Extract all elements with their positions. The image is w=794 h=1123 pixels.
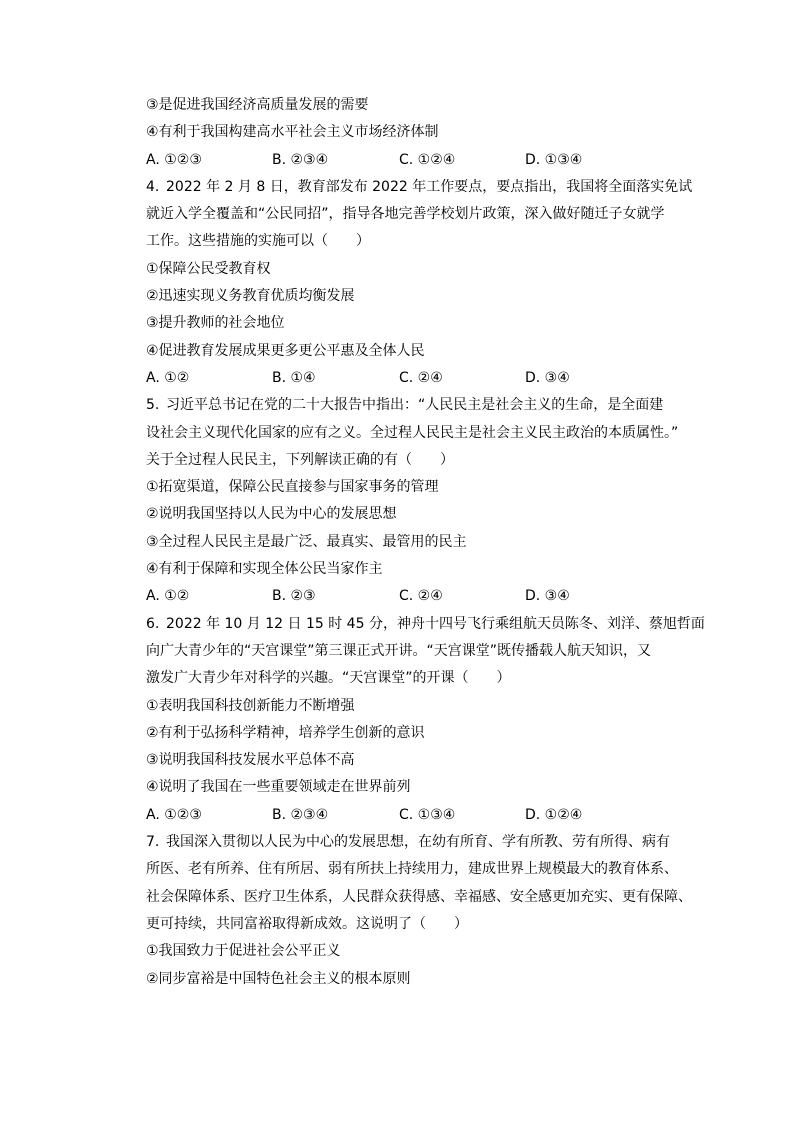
answer-options xyxy=(146,802,706,829)
statement: ④有利于我国构建高水平社会主义市场经济体制 xyxy=(146,124,439,141)
option-b: B. ②③④ xyxy=(272,806,329,823)
answer-options xyxy=(146,583,706,610)
exam-page xyxy=(146,92,706,993)
answer-options xyxy=(146,365,706,392)
statement: ①表明我国科技创新能力不断增强 xyxy=(146,697,355,714)
question-stem-line: 5. 习近平总书记在党的二十大报告中指出：“人民民主是社会主义的生命，是全面建 xyxy=(146,392,706,419)
question-7 xyxy=(146,829,706,993)
question-stem-line: 所医、老有所养、住有所居、弱有所扶上持续用力，建成世界上规模最大的教育体系、 xyxy=(146,861,678,878)
statement: ②同步富裕是中国特色社会主义的根本原则 xyxy=(146,970,411,987)
question-stem-line: 更可持续，共同富裕取得新成效。这说明了（ ） xyxy=(146,915,468,932)
statement: ②迅速实现义务教育优质均衡发展 xyxy=(146,288,355,305)
question-5 xyxy=(146,392,706,610)
statement: ④有利于保障和实现全体公民当家作主 xyxy=(146,561,383,578)
statement: ①保障公民受教育权 xyxy=(146,260,271,277)
option-c: C. ①③④ xyxy=(399,806,456,823)
option-a: A. ①② xyxy=(146,588,190,605)
option-d: D. ③④ xyxy=(525,588,570,605)
question-4 xyxy=(146,174,706,392)
statement: ④促进教育发展成果更多更公平惠及全体人民 xyxy=(146,342,425,359)
statement: ①拓宽渠道，保障公民直接参与国家事务的管理 xyxy=(146,479,439,496)
statement: ③是促进我国经济高质量发展的需要 xyxy=(146,97,369,113)
question-stem-line: 6. 2022 年 10 月 12 日 15 时 45 分，神舟十四号飞行乘组航天员陈冬、刘洋、蔡旭哲面 xyxy=(146,611,706,638)
statement: ③全过程人民民主是最广泛、最真实、最管用的民主 xyxy=(146,533,467,550)
option-a: A. ①②③ xyxy=(146,806,202,823)
question-number: 5. xyxy=(146,397,160,414)
option-a: A. ①② xyxy=(146,369,190,386)
option-a: A. ①②③ xyxy=(146,151,202,168)
question-stem-line: 设社会主义现代化国家的应有之义。全过程人民民主是社会主义民主政治的本质属性。” xyxy=(146,424,679,441)
question-stem-line: 激发广大青少年对科学的兴趣。“天宫课堂”的开课（ ） xyxy=(146,670,511,687)
option-d: D. ①③④ xyxy=(525,151,583,168)
option-b: B. ①④ xyxy=(272,369,316,386)
question-6 xyxy=(146,611,706,829)
statement: ②有利于弘扬科学精神，培养学生创新的意识 xyxy=(146,724,425,741)
question-stem-line: 4. 2022 年 2 月 8 日，教育部发布 2022 年工作要点，要点指出，我国将全面落实免试 xyxy=(146,174,706,201)
question-stem-line: 就近入学全覆盖和“公民同招”，指导各地完善学校划片政策，深入做好随迁子女就学 xyxy=(146,206,665,223)
question-stem-line: 向广大青少年的“天宫课堂”第三课正式开讲。“天宫课堂”既传播载人航天知识，又 xyxy=(146,642,652,659)
statement: ③提升教师的社会地位 xyxy=(146,315,285,332)
question-stem-line: 社会保障体系、医疗卫生体系，人民群众获得感、幸福感、安全感更加充实、更有保障、 xyxy=(146,888,692,905)
option-c: C. ②④ xyxy=(399,369,443,386)
question-number: 6. xyxy=(146,615,160,632)
statement: ②说明我国坚持以人民为中心的发展思想 xyxy=(146,506,397,523)
question-3-tail xyxy=(146,92,706,174)
answer-options xyxy=(146,147,706,174)
question-stem-line: 关于全过程人民民主，下列解读正确的有（ ） xyxy=(146,451,454,468)
option-b: B. ②③④ xyxy=(272,151,329,168)
option-b: B. ②③ xyxy=(272,588,316,605)
question-number: 4. xyxy=(146,178,160,195)
question-stem-line: 工作。这些措施的实施可以（ ） xyxy=(146,233,370,250)
statement: ④说明了我国在一些重要领域走在世界前列 xyxy=(146,779,411,796)
option-d: D. ③④ xyxy=(525,369,570,386)
question-number: 7. xyxy=(146,834,160,851)
option-c: C. ①②④ xyxy=(399,151,456,168)
option-d: D. ①②④ xyxy=(525,806,583,823)
statement: ③说明我国科技发展水平总体不高 xyxy=(146,752,355,769)
question-stem-line: 7. 我国深入贯彻以人民为中心的发展思想，在幼有所育、学有所教、劳有所得、病有 xyxy=(146,829,706,856)
statement: ①我国致力于促进社会公平正义 xyxy=(146,943,341,960)
option-c: C. ②④ xyxy=(399,588,443,605)
